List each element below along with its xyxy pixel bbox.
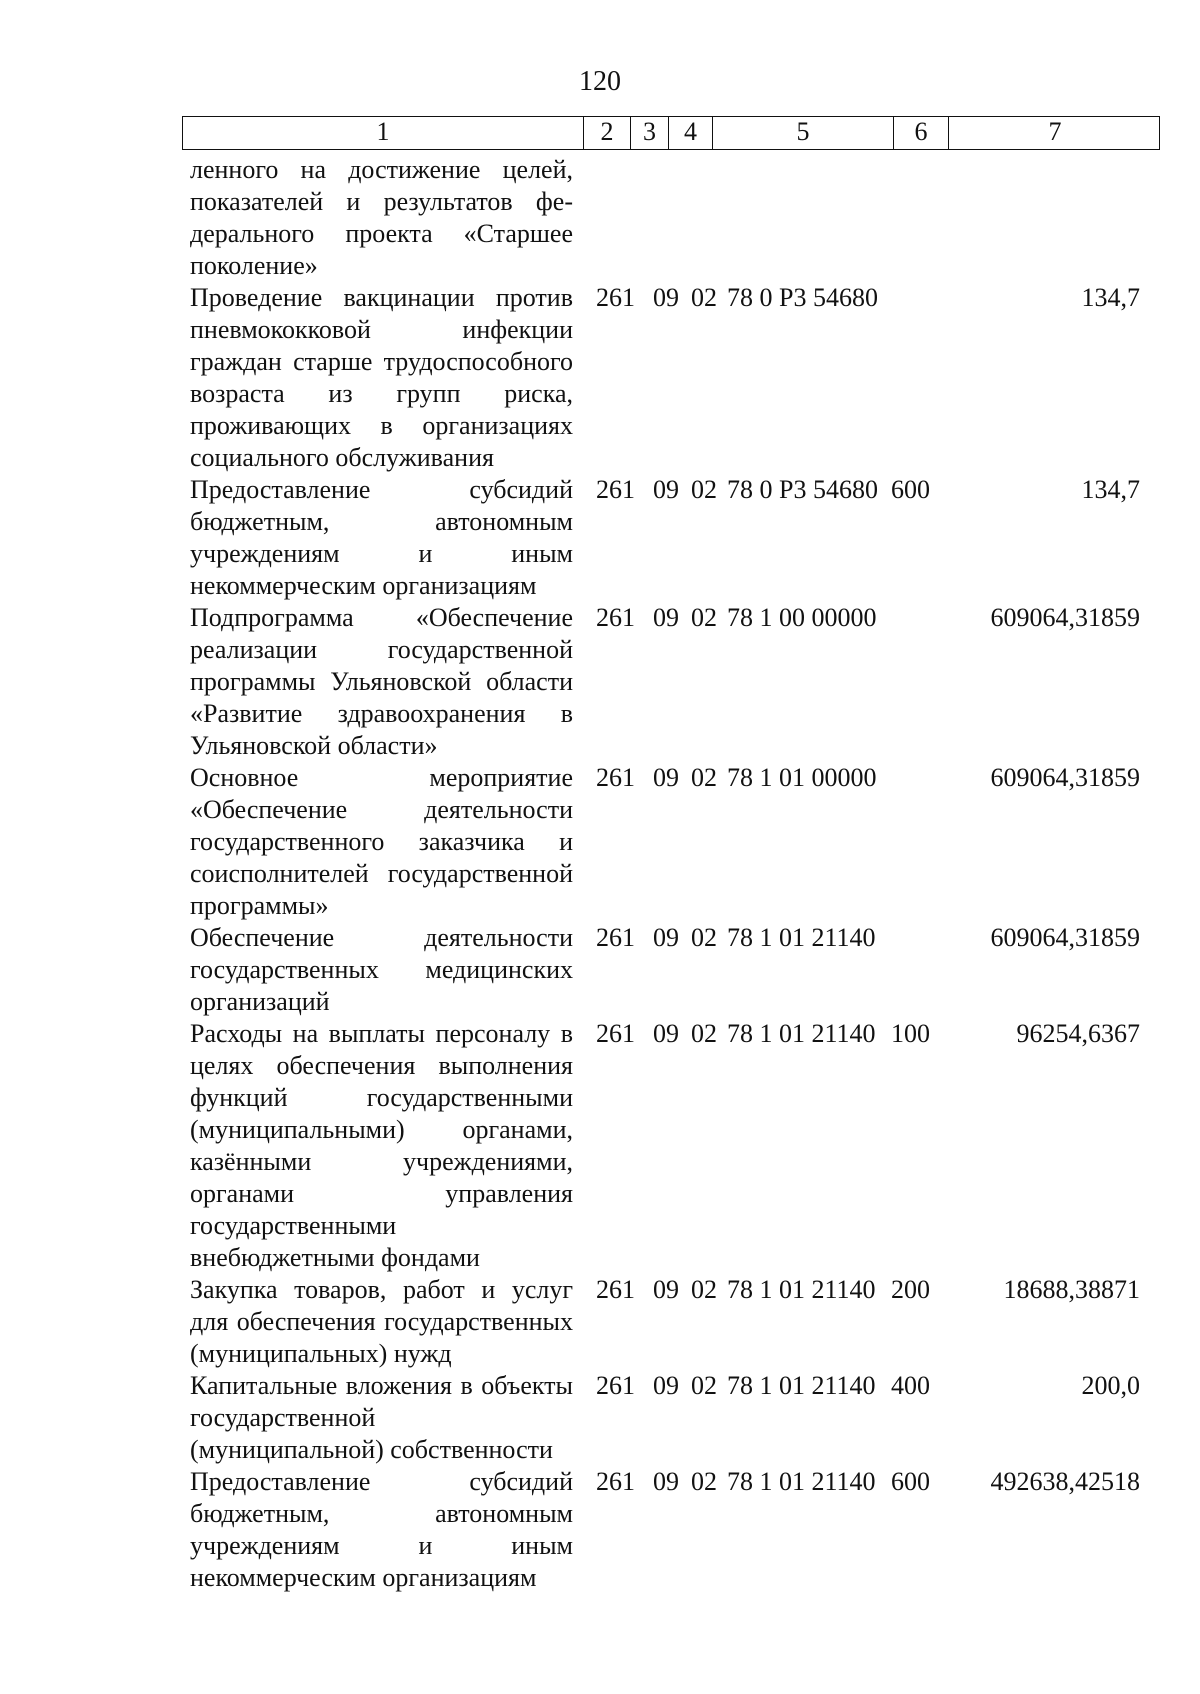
row-section-code: 09 (653, 475, 679, 504)
row-expense-type: 600 (891, 475, 930, 504)
row-amount: 609064,31859 (990, 763, 1140, 792)
row-admin-code: 261 (596, 1275, 635, 1304)
page-number: 120 (579, 66, 621, 97)
row-admin-code: 261 (596, 1371, 635, 1400)
table-row (190, 282, 1150, 474)
row-section-code: 09 (653, 283, 679, 312)
row-target-article: 78 0 P3 54680 (727, 283, 878, 312)
table-row (190, 154, 1150, 282)
row-name: Предоставление субсидий бюджетным, автономным учреждениям и иным некоммерческим организациям (190, 1467, 573, 1592)
row-admin-code: 261 (596, 1019, 635, 1048)
table-row (190, 762, 1150, 922)
row-target-article: 78 1 01 21140 (727, 1467, 876, 1496)
row-amount: 18688,38871 (1003, 1275, 1140, 1304)
row-subsection-code: 02 (691, 1275, 717, 1304)
column-number-4: 4 (668, 117, 712, 149)
row-admin-code: 261 (596, 283, 635, 312)
row-section-code: 09 (653, 603, 679, 632)
row-target-article: 78 1 01 21140 (727, 1275, 876, 1304)
row-name: Обеспечение деятельности государственных медицинских организаций (190, 923, 573, 1016)
column-number-5: 5 (712, 117, 893, 149)
row-subsection-code: 02 (691, 283, 717, 312)
row-section-code: 09 (653, 923, 679, 952)
row-amount: 609064,31859 (990, 923, 1140, 952)
row-amount: 609064,31859 (990, 603, 1140, 632)
row-name: Капитальные вложения в объекты государственной (муниципальной) собственности (190, 1371, 573, 1464)
row-section-code: 09 (653, 1275, 679, 1304)
row-expense-type: 200 (891, 1275, 930, 1304)
row-expense-type: 400 (891, 1371, 930, 1400)
row-amount: 134,7 (1081, 475, 1140, 504)
column-number-6: 6 (893, 117, 948, 149)
row-amount: 200,0 (1081, 1371, 1140, 1400)
row-amount: 96254,6367 (1016, 1019, 1140, 1048)
row-section-code: 09 (653, 1371, 679, 1400)
table-row (190, 922, 1150, 1018)
row-subsection-code: 02 (691, 475, 717, 504)
row-admin-code: 261 (596, 923, 635, 952)
row-section-code: 09 (653, 1467, 679, 1496)
row-name: ленного на достижение целей, показателей и результатов федерального проекта «Старшее поколение» (190, 155, 573, 280)
row-section-code: 09 (653, 763, 679, 792)
row-name: Проведение вакцинации против пневмококковой инфекции граждан старше трудоспособного возраста из групп риска, проживающих в организациях социального обслуживания (190, 283, 573, 472)
column-number-1: 1 (376, 117, 390, 146)
row-target-article: 78 1 01 21140 (727, 923, 876, 952)
row-subsection-code: 02 (691, 603, 717, 632)
column-number-3: 3 (630, 117, 668, 149)
row-admin-code: 261 (596, 1467, 635, 1496)
row-section-code: 09 (653, 1019, 679, 1048)
row-name: Основное мероприятие «Обеспечение деятельности государственного заказчика и соисполнителей государственной программы» (190, 763, 573, 920)
row-subsection-code: 02 (691, 1019, 717, 1048)
row-subsection-code: 02 (691, 923, 717, 952)
row-target-article: 78 1 01 21140 (727, 1019, 876, 1048)
row-name: Предоставление субсидий бюджетным, автономным учреждениям и иным некоммерческим организациям (190, 475, 573, 600)
row-admin-code: 261 (596, 475, 635, 504)
table-row (190, 1466, 1150, 1594)
table-row (190, 1274, 1150, 1370)
column-number-7: 7 (948, 117, 1161, 149)
row-subsection-code: 02 (691, 1371, 717, 1400)
table-row (190, 474, 1150, 602)
row-amount: 492638,42518 (990, 1467, 1140, 1496)
row-amount: 134,7 (1081, 283, 1140, 312)
row-target-article: 78 1 01 21140 (727, 1371, 876, 1400)
row-name: Закупка товаров, работ и услуг для обеспечения государственных (муниципальных) нужд (190, 1275, 573, 1368)
row-expense-type: 600 (891, 1467, 930, 1496)
row-subsection-code: 02 (691, 763, 717, 792)
row-name: Расходы на выплаты персоналу в целях обеспечения выполнения функций государственными (муниципальными) органами, казёнными учреждениями, органами управления государственными внебюджетными фондами (190, 1019, 573, 1272)
row-target-article: 78 0 P3 54680 (727, 475, 878, 504)
table-header-row (182, 116, 1160, 150)
column-number-2: 2 (583, 117, 630, 149)
row-admin-code: 261 (596, 603, 635, 632)
row-target-article: 78 1 00 00000 (727, 603, 877, 632)
row-name: Подпрограмма «Обеспечение реализации государственной программы Ульяновской области «Развитие здравоохранения в Ульяновской области» (190, 603, 573, 760)
row-subsection-code: 02 (691, 1467, 717, 1496)
row-expense-type: 100 (891, 1019, 930, 1048)
row-target-article: 78 1 01 00000 (727, 763, 877, 792)
table-row (190, 1018, 1150, 1274)
table-row (190, 602, 1150, 762)
table-body (190, 154, 1150, 1594)
table-row (190, 1370, 1150, 1466)
row-admin-code: 261 (596, 763, 635, 792)
